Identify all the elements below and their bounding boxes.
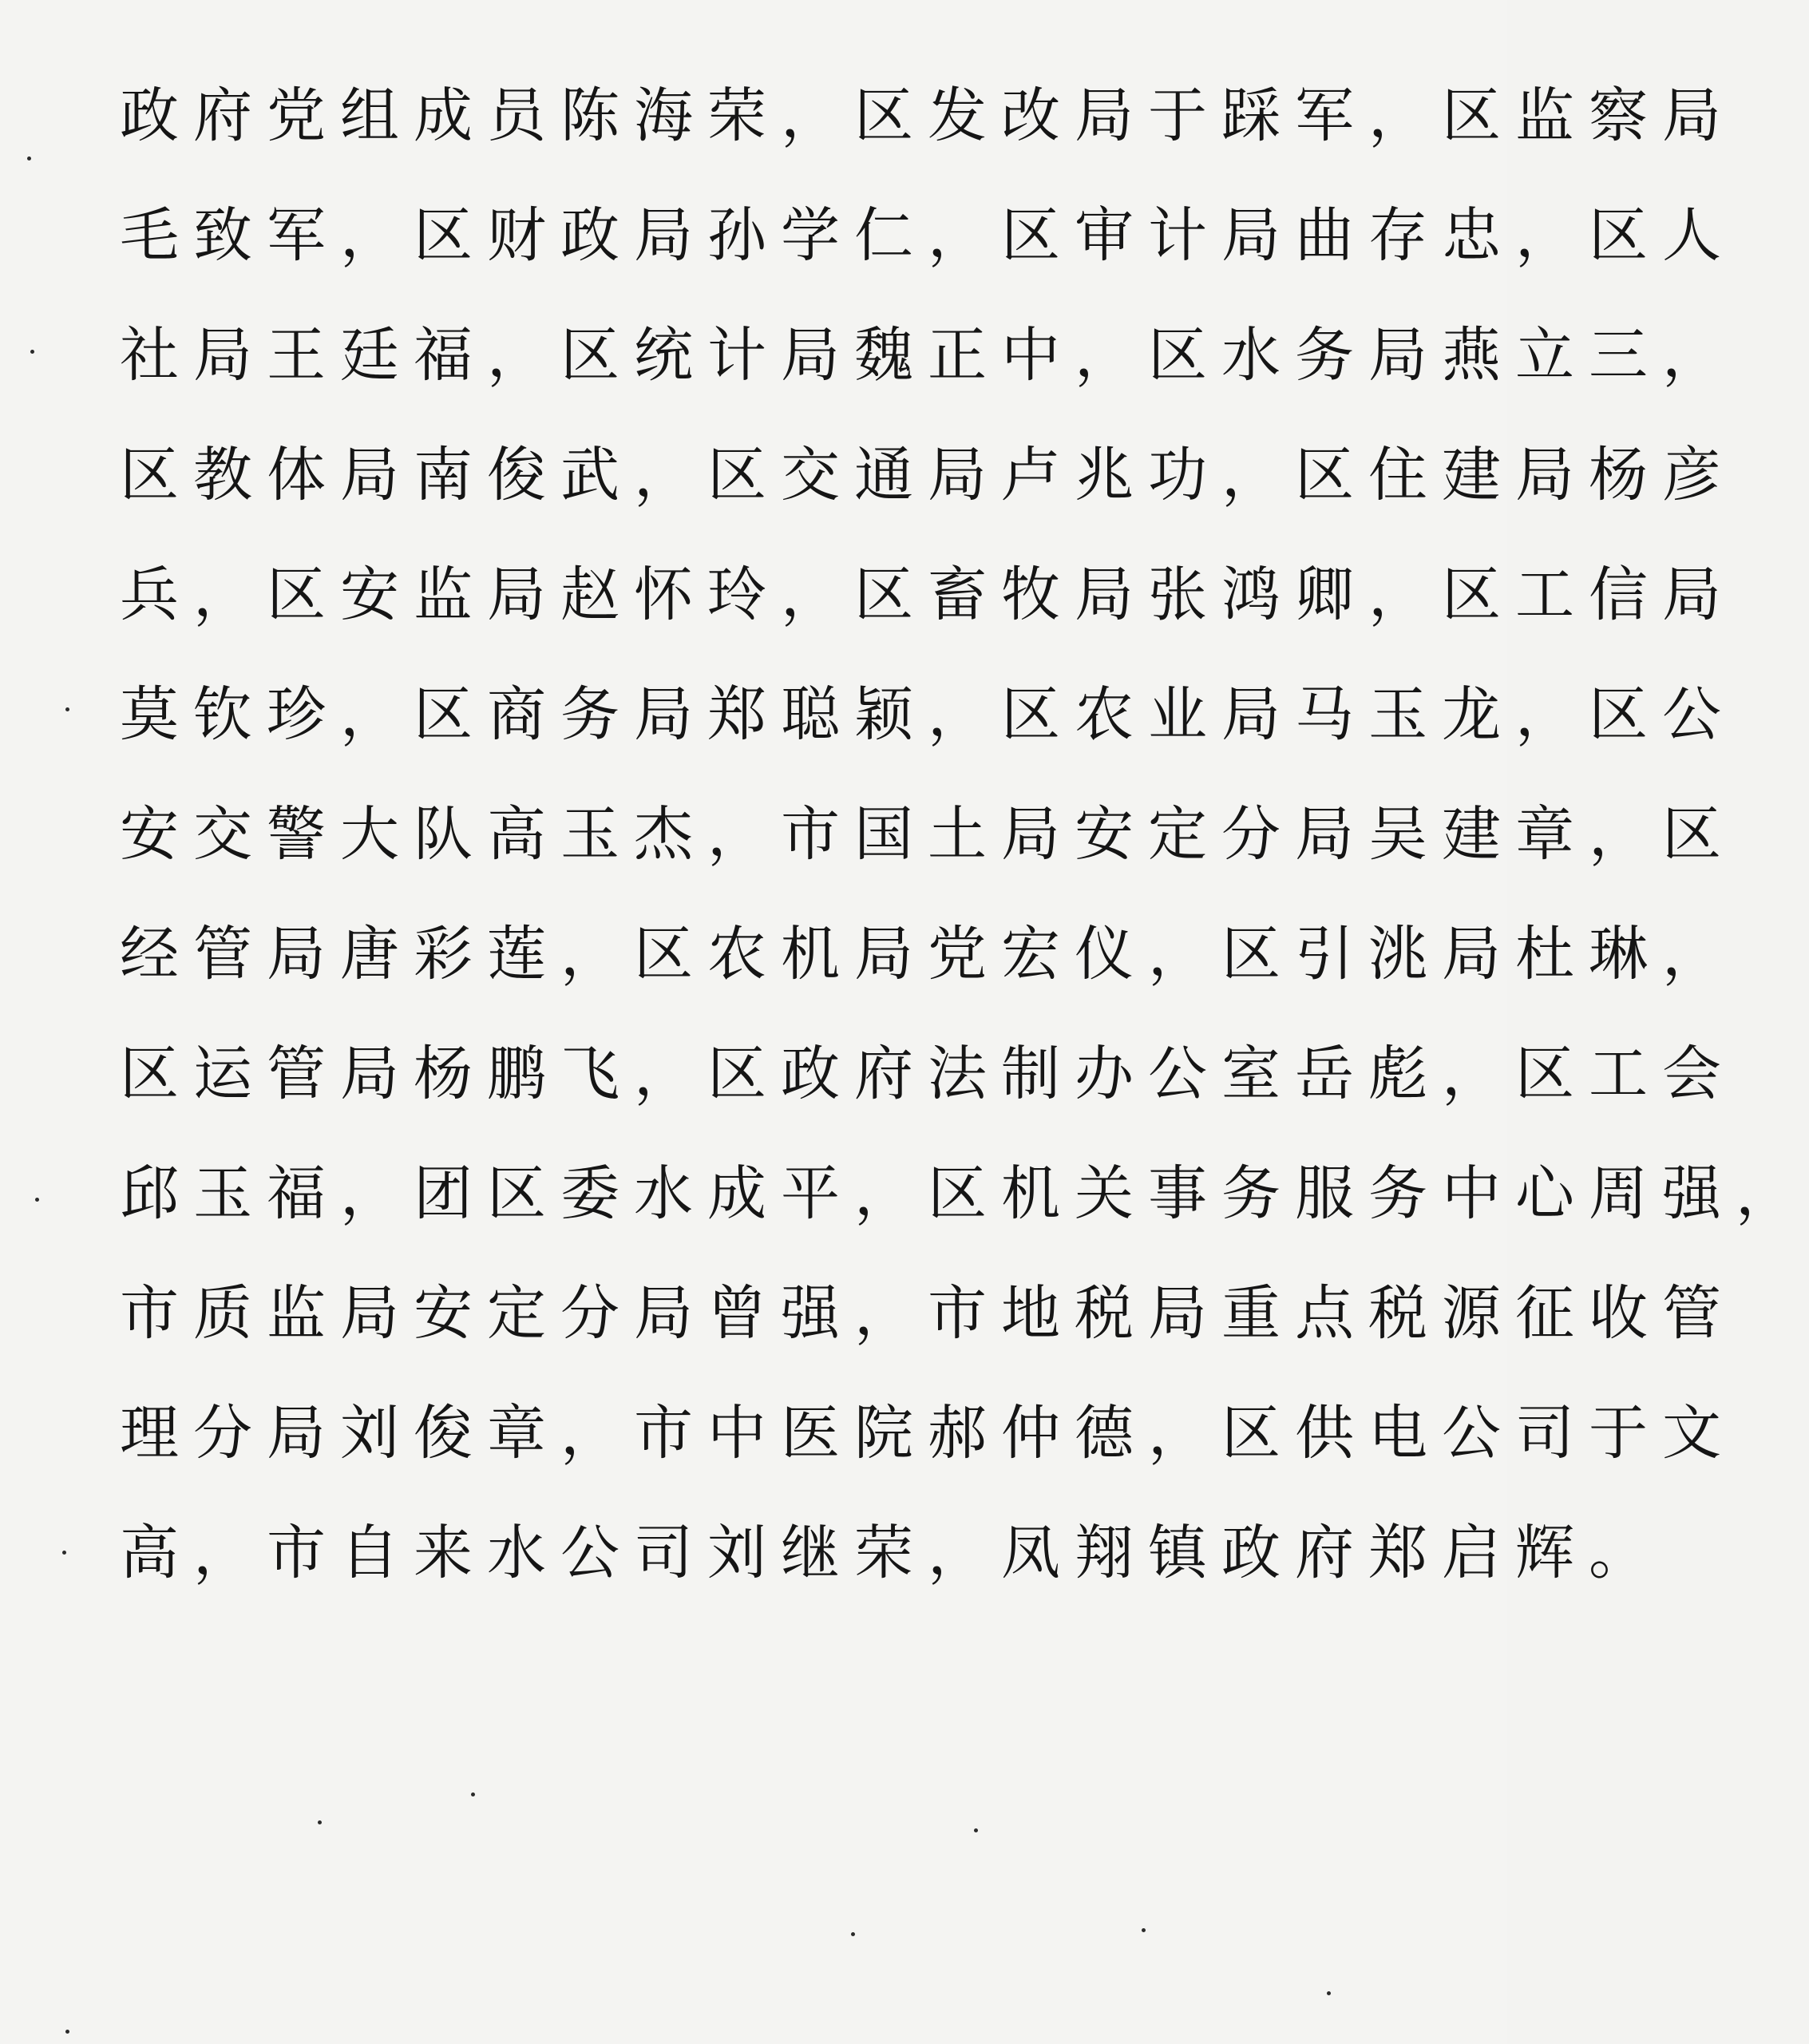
scan-speck [65, 707, 69, 711]
scan-speck [35, 1198, 39, 1202]
text-line-2: 毛致军，区财政局孙学仁，区审计局曲存忠，区人 [120, 201, 1736, 270]
text-line-5: 兵，区安监局赵怀玲，区畜牧局张鸿卿，区工信局 [120, 561, 1736, 629]
scan-speck [318, 1820, 322, 1824]
text-line-12: 理分局刘俊章，市中医院郝仲德，区供电公司于文 [120, 1399, 1736, 1468]
text-line-6: 莫钦珍，区商务局郑聪颖，区农业局马玉龙，区公 [120, 680, 1736, 749]
text-line-1: 政府党组成员陈海荣，区发改局于踩军，区监察局 [120, 81, 1736, 150]
scan-speck [471, 1792, 475, 1796]
scan-speck [851, 1932, 855, 1936]
scan-speck [62, 1551, 66, 1555]
text-line-8: 经管局唐彩莲，区农机局党宏仪，区引洮局杜琳， [120, 920, 1736, 988]
scan-speck [27, 156, 31, 160]
body-text [120, 56, 1809, 1613]
scan-speck [30, 350, 34, 354]
scan-speck [1327, 1991, 1331, 1995]
scan-speck [974, 1828, 978, 1832]
scan-speck [1142, 1928, 1146, 1932]
scan-speck [65, 2030, 69, 2034]
text-line-7: 安交警大队高玉杰，市国土局安定分局吴建章，区 [120, 800, 1736, 869]
text-line-3: 社局王廷福，区统计局魏正中，区水务局燕立三， [120, 321, 1736, 390]
text-line-13: 高，市自来水公司刘继荣，凤翔镇政府郑启辉。 [120, 1519, 1662, 1587]
text-line-4: 区教体局南俊武，区交通局卢兆功，区住建局杨彦 [120, 441, 1736, 509]
text-line-9: 区运管局杨鹏飞，区政府法制办公室岳彪，区工会 [120, 1040, 1736, 1108]
text-line-10: 邱玉福，团区委水成平，区机关事务服务中心周强， [120, 1159, 1809, 1228]
text-line-11: 市质监局安定分局曾强，市地税局重点税源征收管 [120, 1279, 1736, 1348]
